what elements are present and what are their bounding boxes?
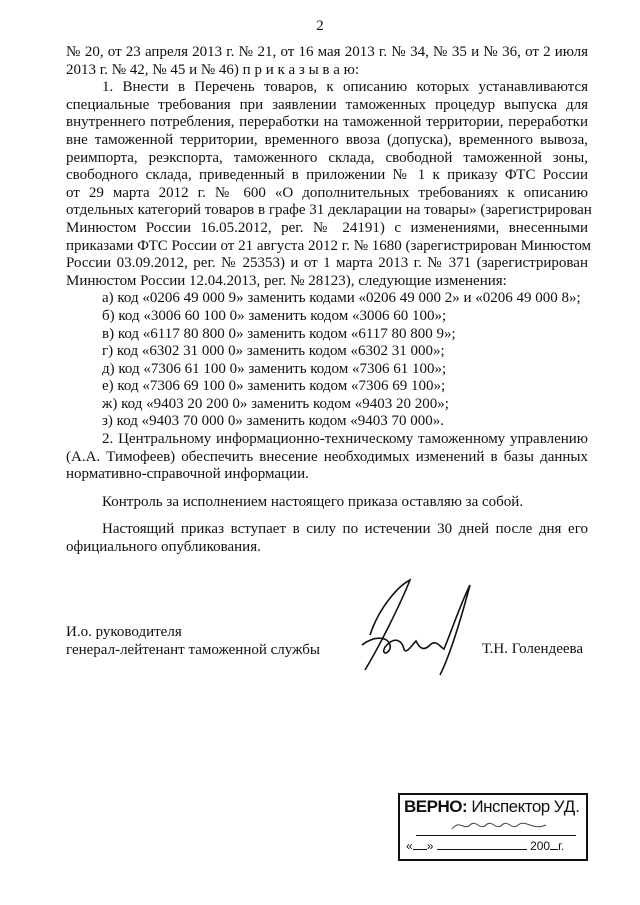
text-line: специальные требования при заявлении таможенных процедур выпуска для: [66, 96, 588, 113]
signatory-position: [66, 624, 320, 659]
text-line: свободного склада, приведенный в приложении № 1 к приказу ФТС России: [66, 167, 588, 184]
stamp-day-open: «: [406, 839, 413, 853]
signatory-name: Т.Н. Голендеева: [482, 641, 584, 657]
text-line: з) код «9403 70 000 0» заменить кодом «9403 70 000».: [102, 413, 445, 430]
text-line: официального опубликования.: [66, 539, 261, 556]
paragraph-gap: [66, 511, 588, 521]
stamp-day-close: »: [426, 839, 434, 853]
stamp-verno: ВЕРНО:: [404, 797, 468, 816]
text-line: (А.А. Тимофеев) обеспечить внесение необходимых изменений в базы данных: [66, 448, 588, 465]
document-body: [66, 44, 592, 557]
text-line: е) код «7306 69 100 0» заменить кодом «7306 69 100»;: [102, 378, 446, 395]
text-line: № 20, от 23 апреля 2013 г. № 21, от 16 мая 2013 г. № 34, № 35 и № 36, от 2 июля: [66, 44, 588, 60]
paragraph-gap: [66, 484, 588, 494]
text-line: Контроль за исполнением настоящего приказа оставляю за собой.: [102, 493, 524, 510]
position-line-2: генерал-лейтенант таможенной службы: [66, 641, 320, 658]
text-line: ж) код «9403 20 200 0» заменить кодом «9403 20 200»;: [102, 395, 449, 412]
certification-stamp: [398, 793, 588, 861]
page-number: 2: [316, 18, 324, 34]
text-line: а) код «0206 49 000 9» заменить кодами «0206 49 000 2» и «0206 49 000 8»;: [102, 290, 581, 307]
stamp-date: [406, 839, 582, 853]
text-line: д) код «7306 61 100 0» заменить кодом «7306 61 100»;: [102, 360, 447, 377]
text-line: нормативно-справочной информации.: [66, 466, 309, 483]
stamp-handwritten-name: [450, 815, 550, 835]
stamp-ud: УД.: [553, 797, 580, 816]
stamp-role: Инспектор: [471, 797, 550, 816]
text-line: Минюстом России 16.05.2012, рег. № 24191) с изменениями, внесенными: [66, 219, 588, 236]
stamp-year: 200: [530, 839, 551, 853]
handwritten-signature: [340, 575, 490, 685]
text-line: от 29 марта 2012 г. № 600 «О дополнительных требованиях к описанию: [66, 184, 588, 201]
text-line: б) код «3006 60 100 0» заменить кодом «3006 60 100»;: [102, 307, 447, 324]
text-line: отдельных категорий товаров в графе 31 декларации на товары» (зарегистрирован: [66, 202, 592, 219]
text-line: 1. Внести в Перечень товаров, к описанию которых устанавливаются: [102, 79, 588, 96]
text-line: 2013 г. № 42, № 45 и № 46) п р и к а з ы в а ю:: [66, 61, 360, 78]
text-line: реимпорта, реэкспорта, таможенного склада, свободной таможенной зоны,: [66, 149, 588, 166]
text-line: Минюстом России 12.04.2013, рег. № 28123), следующие изменения:: [66, 272, 507, 289]
text-line: России 03.09.2012, рег. № 25353) и от 1 марта 2013 г. № 371 (зарегистрирован: [66, 255, 588, 272]
position-line-1: И.о. руководителя: [66, 624, 182, 640]
text-line: приказами ФТС России от 21 августа 2012 г. № 1680 (зарегистрирован Минюстом: [66, 237, 592, 254]
text-line: г) код «6302 31 000 0» заменить кодом «6302 31 000»;: [102, 343, 445, 360]
text-line: вне таможенной территории, временного ввоза (допуска), временного вывоза,: [66, 131, 588, 148]
stamp-year-suffix: г.: [558, 839, 565, 853]
text-line: 2. Центральному информационно-техническому таможенному управлению: [102, 431, 588, 448]
text-line: в) код «6117 80 800 0» заменить кодом «6117 80 800 9»;: [102, 325, 456, 342]
text-line: Настоящий приказ вступает в силу по истечении 30 дней после дня его: [102, 521, 588, 538]
text-line: внутреннего потребления, переработки на таможенной территории, переработки: [66, 114, 588, 131]
